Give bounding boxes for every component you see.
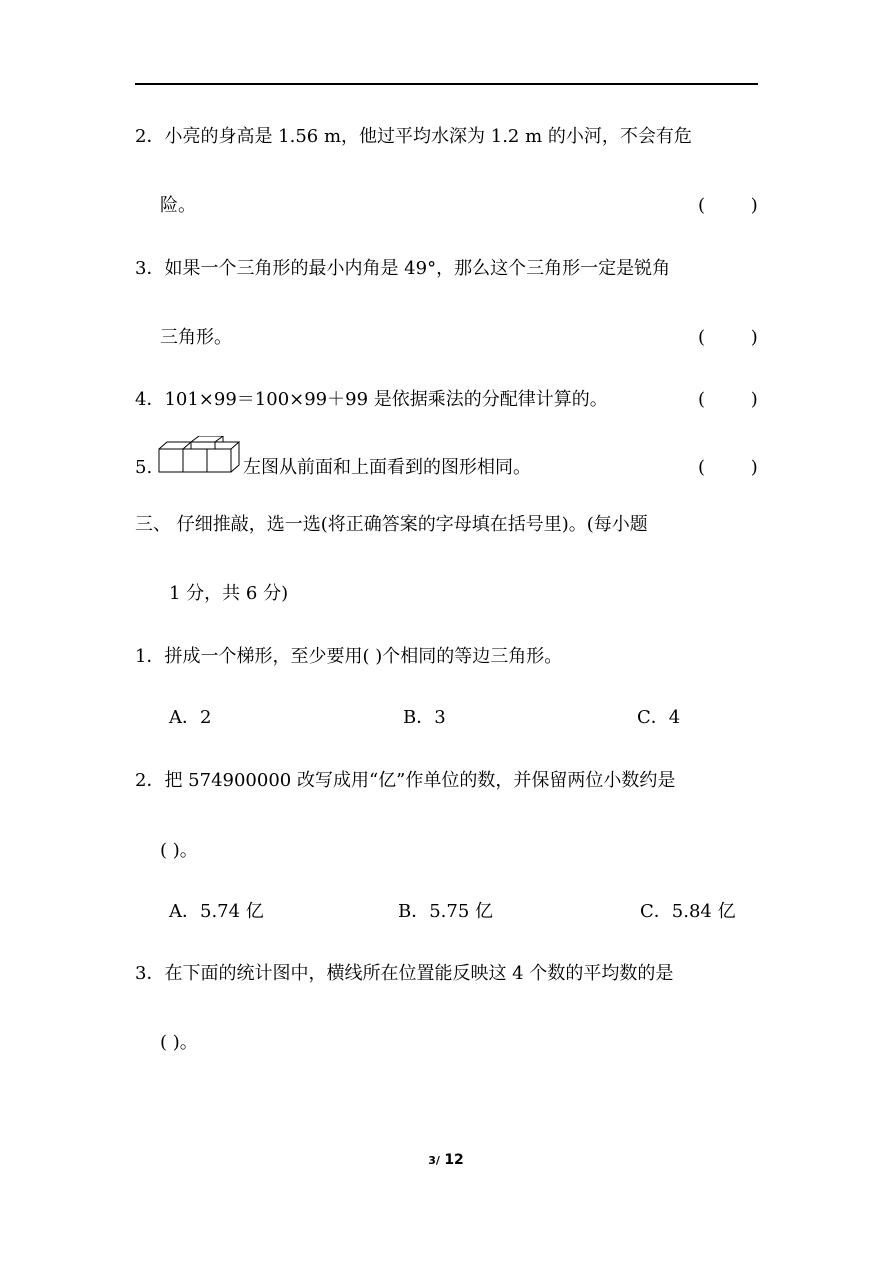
judge-q2-line2: 险。 <box>160 195 196 216</box>
judge-q5-number: 5. <box>135 457 153 478</box>
judge-q3-answer-blank[interactable]: ( ) <box>698 327 758 348</box>
judge-q4-answer-blank[interactable]: ( ) <box>698 389 758 410</box>
choice-q3-line2: ( )。 <box>160 1032 198 1053</box>
choice-q2-option-c[interactable]: C．5.84 亿 <box>640 901 736 922</box>
choice-q1-text: 1．拼成一个梯形，至少要用( )个相同的等边三角形。 <box>135 646 563 667</box>
choice-q2-option-a[interactable]: A．5.74 亿 <box>169 901 264 922</box>
judge-q3-line1: 3．如果一个三角形的最小内角是 49°，那么这个三角形一定是锐角 <box>135 258 671 279</box>
section3-heading-line1: 三、 仔细推敲，选一选(将正确答案的字母填在括号里)。(每小题 <box>135 514 648 535</box>
header-rule <box>135 83 758 85</box>
choice-q1-option-a[interactable]: A．2 <box>169 707 212 728</box>
choice-q1-option-c[interactable]: C．4 <box>637 707 681 728</box>
judge-q2-line1: 2．小亮的身高是 1.56 m，他过平均水深为 1.2 m 的小河，不会有危 <box>135 126 692 147</box>
choice-q2-option-b[interactable]: B．5.75 亿 <box>398 901 494 922</box>
choice-q1-option-b[interactable]: B．3 <box>403 707 446 728</box>
cube-figure <box>158 436 244 474</box>
judge-q2-answer-blank[interactable]: ( ) <box>698 195 758 216</box>
choice-q3-line1: 3．在下面的统计图中，横线所在位置能反映这 4 个数的平均数的是 <box>135 963 674 984</box>
judge-q3-line2: 三角形。 <box>160 327 232 348</box>
page-number <box>0 1152 892 1168</box>
page-total: 12 <box>444 1152 464 1168</box>
choice-q2-line1: 2．把 574900000 改写成用“亿”作单位的数，并保留两位小数约是 <box>135 770 676 791</box>
judge-q5-text: 左图从前面和上面看到的图形相同。 <box>243 457 531 478</box>
page-current: 3/ <box>428 1154 440 1167</box>
choice-q2-line2: ( )。 <box>160 840 198 861</box>
judge-q4-text: 4．101×99＝100×99＋99 是依据乘法的分配律计算的。 <box>135 389 608 410</box>
section3-heading-line2: 1 分，共 6 分) <box>169 583 289 604</box>
judge-q5-answer-blank[interactable]: ( ) <box>698 457 758 478</box>
